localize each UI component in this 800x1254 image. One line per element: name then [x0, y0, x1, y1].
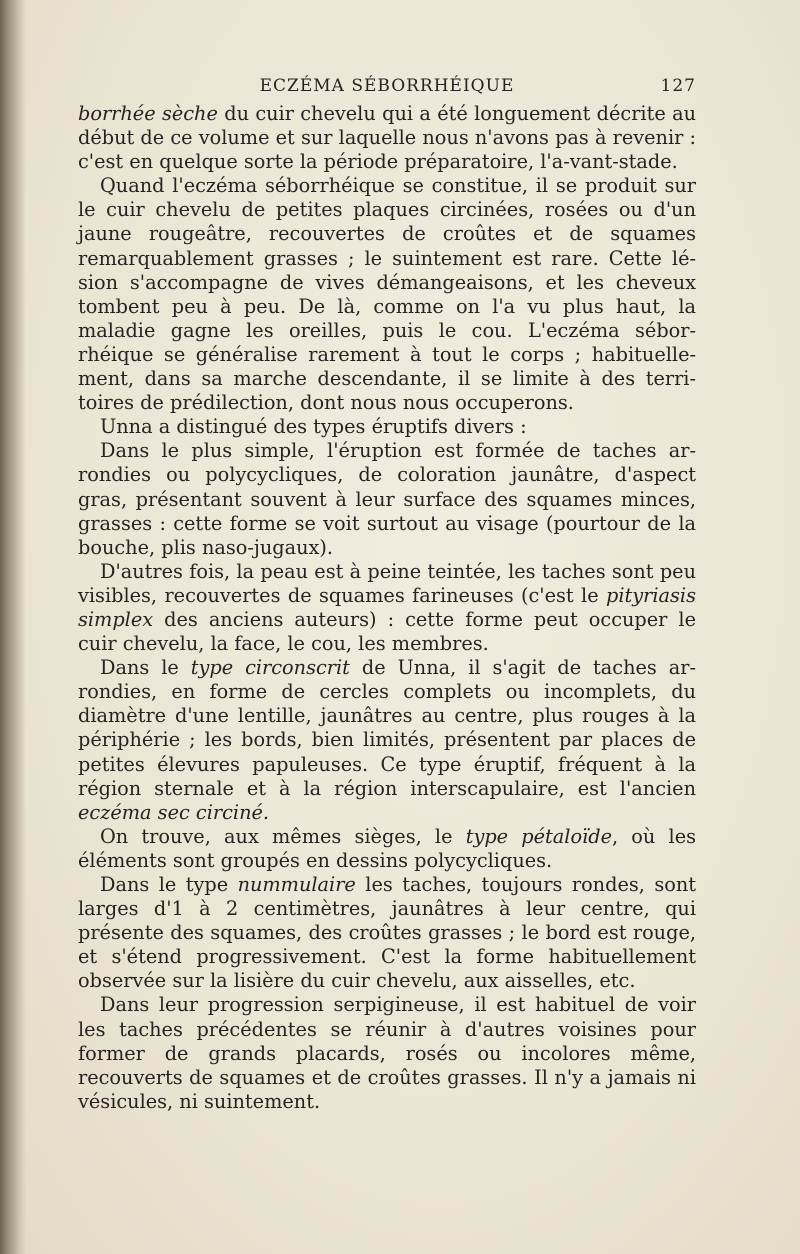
italic-term: nummulaire	[237, 873, 356, 896]
page-header	[78, 76, 696, 102]
text-run: Quand l'eczéma séborrhéique se constitue, il se produit sur le cuir chevelu de petites plaques circinées, rosées ou d'un jaune rougeâtre, recouvertes de croûtes et de squames remarquablement grasses ; le suintement est rare. Cette lé-sion s'accompagne de vives démangeaisons, et les cheveux tombent peu à peu. De là, comme on l'a vu plus haut, la maladie gagne les oreilles, puis le cou. L'eczéma sébor-rhéique se généralise rarement à tout le corps ; habituelle-ment, dans sa marche descendante, il se limite à des terri-toires de prédilection, dont nous nous occuperons.	[78, 174, 696, 415]
italic-term: borrhée sèche	[78, 102, 218, 125]
body-text	[78, 102, 696, 1114]
paragraph	[78, 825, 696, 873]
book-binding-edge	[0, 0, 26, 1254]
paragraph	[78, 560, 696, 656]
text-run: les taches, toujours rondes, sont larges d'1 à 2 centimètres, jaunâtres à leur centre, qui présente des squames, des croûtes grasses ; le bord est rouge, et s'étend progressivement. C'est la forme habituellement observée sur la lisière du cuir chevelu, aux aisselles, etc.	[78, 873, 696, 993]
text-run: , où les éléments sont groupés en dessins polycycliques.	[78, 824, 696, 872]
text-run: On trouve, aux mêmes sièges, le	[100, 824, 466, 848]
italic-term: type pétaloïde	[465, 824, 612, 848]
text-run: Dans leur progression serpigineuse, il est habituel de voir les taches précédentes se réunir à d'autres voisines pour former de grands placards, rosés ou incolores même, recouverts de squames et de croûtes grasses. Il n'y a jamais ni vésicules, ni suintement.	[78, 993, 696, 1113]
paragraph	[78, 873, 696, 993]
paragraph	[78, 993, 696, 1113]
italic-term: eczéma sec circiné.	[78, 800, 270, 824]
paragraph	[78, 102, 696, 174]
italic-term: type circonscrit	[190, 656, 350, 680]
text-run: D'autres fois, la peau est à peine teintée, les taches sont peu visibles, recouvertes de squames farineuses (c'est le	[78, 559, 696, 607]
page-number: 127	[660, 76, 696, 96]
text-run: Dans le type	[100, 873, 238, 896]
text-run: des anciens auteurs) : cette forme peut occuper le cuir chevelu, la face, le cou, les membres.	[78, 607, 696, 656]
text-run: du cuir chevelu qui a été longuement décrite au début de ce volume et sur laquelle nous n'avons pas à revenir : c'est en quelque sorte la période préparatoire, l'a-vant-stade.	[78, 102, 696, 174]
text-run: Dans le	[100, 656, 191, 680]
paragraph	[78, 174, 696, 415]
text-run: Unna a distingué des types éruptifs divers :	[100, 415, 527, 439]
running-title: ECZÉMA SÉBORRHÉIQUE	[259, 76, 515, 96]
italic-term: pityriasis simplex	[78, 583, 696, 631]
text-run: de Unna, il s'agit de taches ar-rondies, en forme de cercles complets ou incomplets, du diamètre d'une lentille, jaunâtres au centre, plus rouges à la périphérie ; les bords, bien limités, présentent par places de petites élevures papuleuses. Ce type éruptif, fréquent à la région sternale et à la région interscapulaire, est l'ancien	[78, 656, 696, 800]
paragraph	[78, 656, 696, 825]
paragraph	[78, 415, 696, 439]
text-run: Dans le plus simple, l'éruption est formée de taches ar-rondies ou polycycliques, de coloration jaunâtre, d'aspect gras, présentant souvent à leur surface des squames minces, grasses : cette forme se voit surtout au visage (pourtour de la bouche, plis naso-jugaux).	[78, 439, 696, 559]
paragraph	[78, 439, 696, 559]
